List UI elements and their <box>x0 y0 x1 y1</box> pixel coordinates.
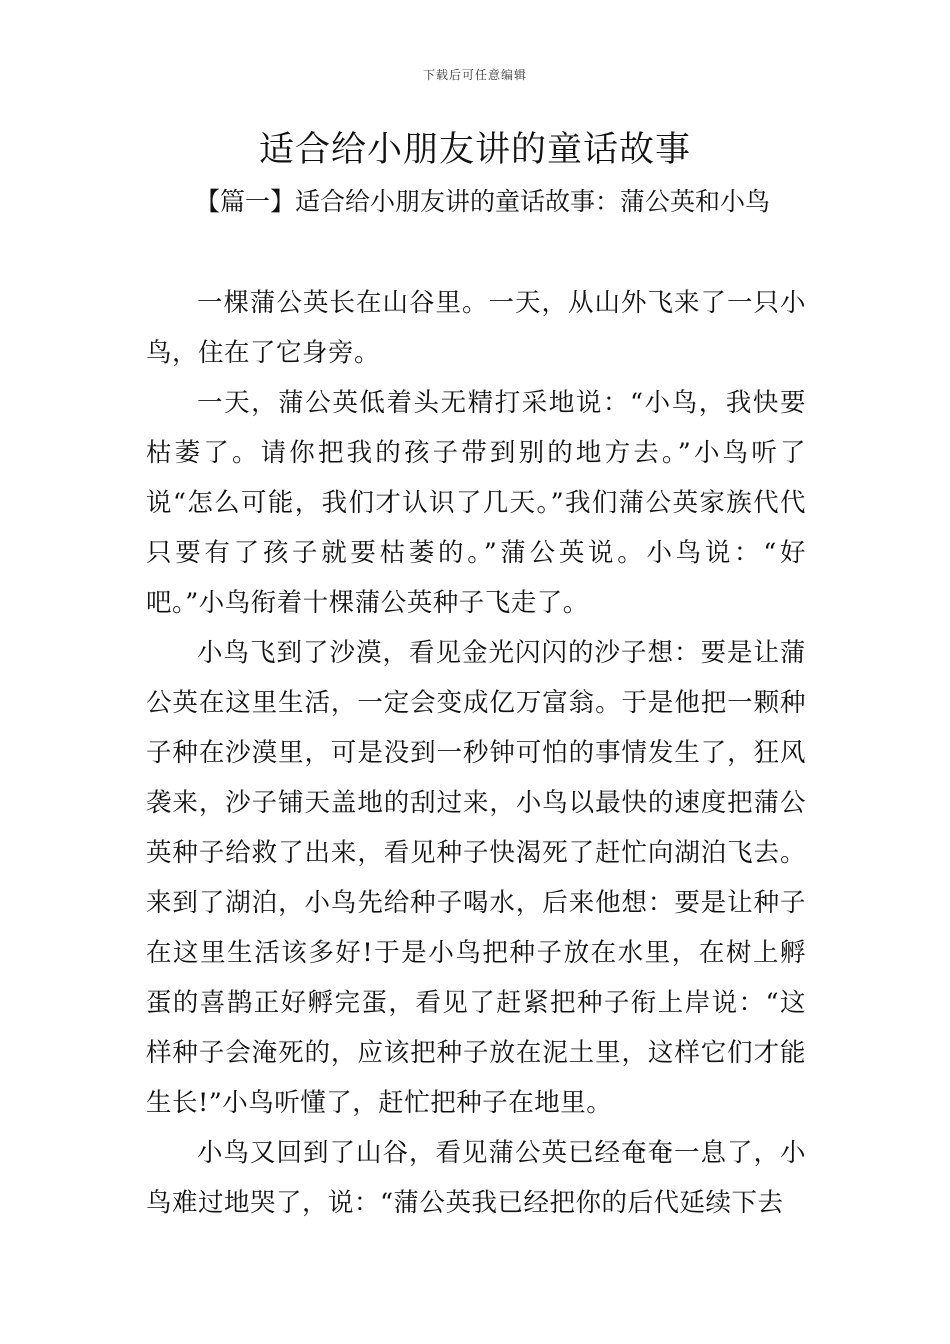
paragraph: 小鸟又回到了山谷，看见蒲公英已经奄奄一息了，小鸟难过地哭了，说：“蒲公英我已经把你的后代延续下去 <box>146 1138 806 1218</box>
document-title: 适合给小朋友讲的童话故事 <box>258 130 691 170</box>
header-note: 下载后可任意编辑 <box>422 68 527 82</box>
paragraph: 一天，蒲公英低着头无精打采地说：“小鸟，我快要枯萎了。请你把我的孩子带到别的地方去。”小鸟听了说“怎么可能，我们才认识了几天。”我们蒲公英家族代代只要有了孩子就要枯萎的。”蒲公英说。小鸟说：“好吧。”小鸟衔着十棵蒲公英种子飞走了。 <box>146 388 806 618</box>
paragraph: 小鸟飞到了沙漠，看见金光闪闪的沙子想：要是让蒲公英在这里生活，一定会变成亿万富翁。于是他把一颗种子种在沙漠里，可是没到一秒钟可怕的事情发生了，狂风袭来，沙子铺天盖地的刮过来，小鸟以最快的速度把蒲公英种子给救了出来，看见种子快渴死了赶忙向湖泊飞去。来到了湖泊，小鸟先给种子喝水，后来他想：要是让种子在这里生活该多好!于是小鸟把种子放在水里，在树上孵蛋的喜鹊正好孵完蛋，看见了赶紧把种子衔上岸说：“这样种子会淹死的，应该把种子放在泥土里，这样它们才能生长!”小鸟听懂了，赶忙把种子在地里。 <box>146 638 806 1118</box>
paragraph: 一棵蒲公英长在山谷里。一天，从山外飞来了一只小鸟，住在了它身旁。 <box>146 288 806 368</box>
section-subtitle: 【篇一】适合给小朋友讲的童话故事：蒲公英和小鸟 <box>195 187 771 216</box>
story-body <box>146 278 806 1228</box>
